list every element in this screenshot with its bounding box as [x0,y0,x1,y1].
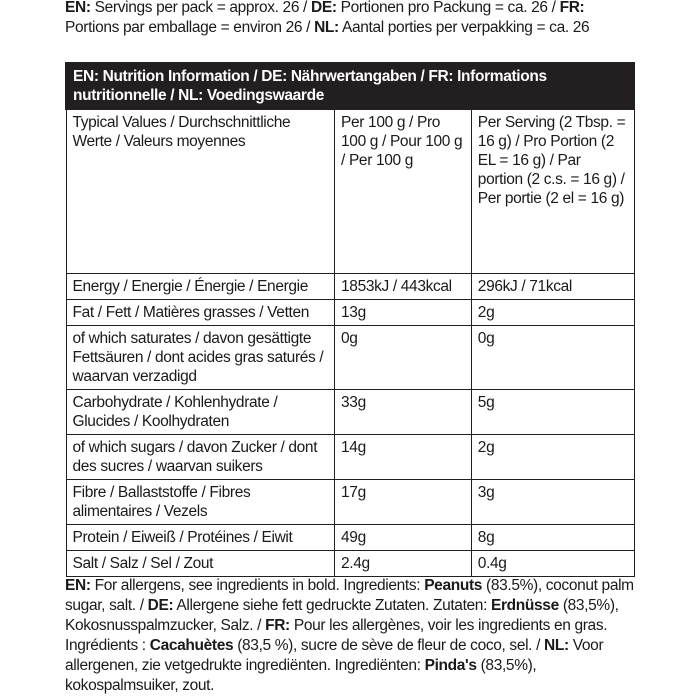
ingredients-en-rest: (83.5%), coconut palm sugar, salt. / [65,577,634,614]
ingredients-de: Allergene siehe fett gedruckte Zutaten. Zutaten: [176,597,488,614]
servings-nl: Aantal porties per verpakking = ca. 26 [341,19,590,36]
ingredients-nl-rest: (83,5%), kokospalmsuiker, zout. [65,657,537,694]
per-serving-value: 0.4g [471,550,634,576]
ingredients-de-rest: (83,5%), Kokosnusspalmzucker, Salz. / [65,597,619,634]
nutrition-table [65,62,635,577]
ingredients-fr: Pour les allergènes, voir les ingredients en gras. Ingrédients : [65,617,608,654]
ingredients-fr-rest: (83,5 %), sucre de sève de fleur de coco, sel. / [237,637,541,654]
ingredients-text [65,576,637,696]
table-row [66,299,634,325]
table-row [66,434,634,479]
table-row [66,273,634,299]
lang-label: FR: [265,617,290,634]
nutrient-name: of which sugars / davon Zucker / dont des sucres / waarvan suikers [66,434,335,479]
nutrient-name: Fat / Fett / Matières grasses / Vetten [66,299,335,325]
header-per-serving: Per Serving (2 Tbsp. = 16 g) / Pro Portion (2 EL = 16 g) / Par portion (2 c.s. = 16 g) / Per portie (2 el = 16 g) [471,109,634,273]
table-header-row [66,109,634,273]
per-100g-value: 14g [335,434,472,479]
per-serving-value: 2g [471,299,634,325]
per-100g-value: 0g [335,325,472,389]
lang-label: NL: [544,637,569,654]
servings-fr: Portions par emballage = environ 26 / [65,19,311,36]
lang-label: DE: [147,597,174,614]
allergen: Pinda's [424,657,477,674]
lang-label: EN: [65,577,91,594]
header-typical-values: Typical Values / Durchschnittliche Werte / Valeurs moyennes [66,109,335,273]
nutrient-name: Salt / Salz / Sel / Zout [66,550,335,576]
lang-label: FR: [559,0,585,16]
allergen: Peanuts [424,577,483,594]
table-title: EN: Nutrition Information / DE: Nährwertangaben / FR: Informations nutritionnelle / NL: Voedingswaarde [66,63,634,109]
ingredients-nl: Voor allergenen, zie vetgedrukte ingrediënten. Ingrediënten: [65,637,604,674]
table-row [66,550,634,576]
header-per-100g: Per 100 g / Pro 100 g / Pour 100 g / Per 100 g [335,109,472,273]
per-serving-value: 5g [471,389,634,434]
per-serving-value: 3g [471,479,634,524]
table-row [66,524,634,550]
nutrient-name: Fibre / Ballaststoffe / Fibres alimentaires / Vezels [66,479,335,524]
per-100g-value: 49g [335,524,472,550]
allergen: Erdnüsse [491,597,559,614]
nutrient-name: of which saturates / davon gesättigte Fettsäuren / dont acides gras saturés / waarvan verzadigd [66,325,335,389]
lang-label: DE: [310,0,337,16]
table-row [66,389,634,434]
per-100g-value: 17g [335,479,472,524]
lang-label: NL: [314,19,339,36]
allergen: Cacahuètes [149,637,234,654]
servings-de: Portionen pro Packung = ca. 26 / [340,0,556,16]
per-serving-value: 0g [471,325,634,389]
servings-text [65,0,637,38]
nutrient-name: Protein / Eiweiß / Protéines / Eiwit [66,524,335,550]
per-100g-value: 1853kJ / 443kcal [335,273,472,299]
per-serving-value: 8g [471,524,634,550]
lang-label: EN: [65,0,91,16]
per-100g-value: 13g [335,299,472,325]
table-row [66,325,634,389]
nutrient-name: Energy / Energie / Énergie / Energie [66,273,335,299]
ingredients-en: For allergens, see ingredients in bold. Ingredients: [94,577,421,594]
per-100g-value: 2.4g [335,550,472,576]
per-serving-value: 2g [471,434,634,479]
nutrient-name: Carbohydrate / Kohlenhydrate / Glucides / Koolhydraten [66,389,335,434]
per-serving-value: 296kJ / 71kcal [471,273,634,299]
table-row [66,479,634,524]
per-100g-value: 33g [335,389,472,434]
servings-en: Servings per pack = approx. 26 / [94,0,308,16]
